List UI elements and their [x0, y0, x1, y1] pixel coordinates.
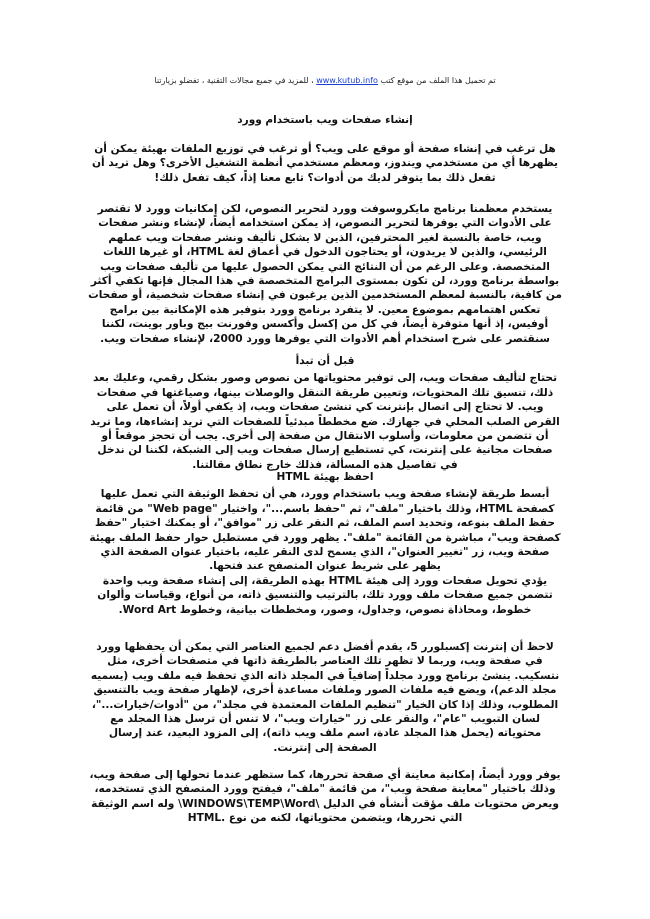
download-notice-prefix: تم تحميل هذا الملف من موقع كتب: [380, 76, 496, 85]
section-before-you-start-heading: قبل أن تبدأ: [295, 355, 355, 367]
paragraph-5: [88, 640, 562, 755]
intro-paragraph: [88, 142, 562, 185]
paragraph-4: [88, 574, 562, 617]
section-before-you-start: [88, 354, 562, 472]
intro-text: هل ترغب في إنشاء صفحة أو موقع على ويب؟ أو ترغب في توزيع الملفات بهيئة يمكن أن يظهرها أي من مستخدمي ويندوز، ومعظم مستخدمي أنظمة التشغيل الأخرى؟ وهل تريد أن تفعل ذلك بما يتوفر لديك من أدوات؟ تابع معنا إذاً، كيف تفعل ذلك!: [91, 143, 558, 184]
paragraph-5-text: لاحظ أن إنترنت إكسبلورر 5، يقدم أفضل دعم لجميع العناصر التي يمكن أن يحفظها وورد في صفحة ويب، وربما لا تظهر تلك العناصر بالطريقة ذاتها في متصفحات أخرى، مثل نتسكيب. ينشئ برنامج وورد مجلداً إضافياً في المجلد ذاته الذي تحفظ فيه ملف ويب (يسميه مجلد الدعم)، ويضع فيه ملفات الصور وملفات مساعدة أخرى، لإظهار صفحة ويب بالتنسيق المطلوب، وذلك إذا كان الخيار "تنظيم الملفات المعتمدة في مجلد"، من "أدوات/خيارات..."، لسان التبويب "عام"، والنقر على زر "خيارات ويب"، لا تنس أن ترسل هذا المجلد مع محتوياته (يحمل هذا المجلد عادة، اسم ملف ويب ذاته)، إلى المزود البعيد، عند إرسال الصفحة إلى إنترنت.: [90, 641, 560, 754]
section-save-as-html-heading: احفظ بهيئة HTML: [276, 471, 374, 483]
paragraph-4-text: يؤدي تحويل صفحات وورد إلى هيئة HTML بهذه الطريقة، إلى إنشاء صفحة ويب واحدة تتضمن جميع صفحات ملف وورد تلك، بالترتيب والتنسيق ذاته، من أنواع، وقياسات وألوان خطوط، ومحاذاة نصوص، وجداول، وصور، ومخططات بيانية، وخطوط Word Art.: [97, 575, 553, 616]
section-save-as-html: [88, 470, 562, 574]
download-notice-suffix: ، للمزيد في جميع مجالات التقنية ، تفضلو بزيارتنا: [154, 76, 314, 85]
download-notice: [60, 76, 590, 85]
paragraph-1-text: يستخدم معظمنا برنامج مايكروسوفت وورد لتحرير النصوص، لكن إمكانيات وورد لا تقتصر على الأدوات التي يوفرها لتحرير النصوص، إذ يمكن استخدامه أيضاً، لإنشاء ونشر صفحات ويب، خاصة بالنسبة لغير المحترفين، الذين لا يشكل تأليف ونشر صفحات ويب عملهم الرئيسي، والذين لا يريدون، أو يحتاجون الدخول في أعماق لغة HTML، أو غيرها اللغات المتخصصة. وعلى الرغم من أن النتائج التي يمكن الحصول عليها من تأليف صفحات ويب بواسطة برنامج وورد، لن تكون بمستوى البرامج المتخصصة في هذا المجال فإنها تكفي أكثر من كافية، بالنسبة لمعظم المستخدمين الذين يرغبون في إنشاء صفحات شخصية، أو صفحات تعكس اهتمامهم بموضوع معين. لا يتفرد برنامج وورد بتوفير هذه الإمكانية بين برامج أوفيس، إذ أنها متوفرة أيضاً، في كل من إكسل وأكسس وفورنت بيج وباور بوينت، لكننا سنقتصر على شرح استخدام أهم الأدوات التي يوفرها وورد 2000، لإنشاء صفحات ويب.: [88, 203, 562, 345]
paragraph-6: [88, 768, 562, 826]
kutub-link[interactable]: www.kutub.info: [316, 76, 378, 85]
section-save-as-html-text: أبسط طريقة لإنشاء صفحة ويب باستخدام وورد، هي أن تحفظ الوثيقة التي تعمل عليها كصفحة HTML، وذلك باختيار "ملف"، ثم "حفظ باسم..."، واختيار "Web page" من قائمة حفظ الملف بنوعه، وتحديد اسم الملف، ثم النقر على زر "موافق"، أو يمكنك اختيار "حفظ كصفحة ويب"، مباشرة من القائمة "ملف". يظهر وورد في مستطيل حوار حفظ الملف بهيئة صفحة ويب، زر "تغيير العنوان"، الذي يسمح لدى النقر عليه، باختيار عنوان الصفحة الذي يظهر على شريط عنوان المتصفح عند فتحها.: [89, 488, 561, 573]
paragraph-6-text: يوفر وورد أيضاً، إمكانية معاينة أي صفحة تحررها، كما ستظهر عندما تحولها إلى صفحة ويب، وذلك باختيار "معاينة صفحة ويب"، من قائمة "ملف"، فيفتح وورد المتصفح الذي تستخدمه، ويعرض محتويات ملف مؤقت أنشأه في الدليل \WINDOWS\TEMP\Word\ وله اسم الوثيقة التي تحررها، ويتضمن محتوياتها، لكنه من نوع .HTML: [89, 769, 561, 825]
paragraph-1: [88, 202, 562, 346]
article-title: إنشاء صفحات ويب باستخدام وورد: [237, 114, 413, 126]
section-before-you-start-text: تحتاج لتأليف صفحات ويب، إلى توفير محتوياتها من نصوص وصور بشكل رقمي، وعليك بعد ذلك، تنسيق تلك المحتويات، وتعيين طريقة التنقل والوصلات بينها، وصياغتها في صفحات ويب. لا تحتاج إلى اتصال بإنترنت كي تنشئ صفحات ويب، إذ يكفي أولاً، أن تعمل على القرص الصلب المحلي في جهازك. ضع مخططاً مبدئياً للصفحات التي تريد إنشاءها، وما تريد أن تتضمن من معلومات، وأسلوب الانتقال من صفحة إلى أخرى. يجب أن تحجز موقعاً أو صفحات مجانية على إنترنت، كي تستطيع إرسال صفحات ويب إلى الشبكة، لكننا لن ندخل في تفاصيل هذه المسألة، فذلك خارج نطاق مقالتنا.: [90, 372, 560, 471]
